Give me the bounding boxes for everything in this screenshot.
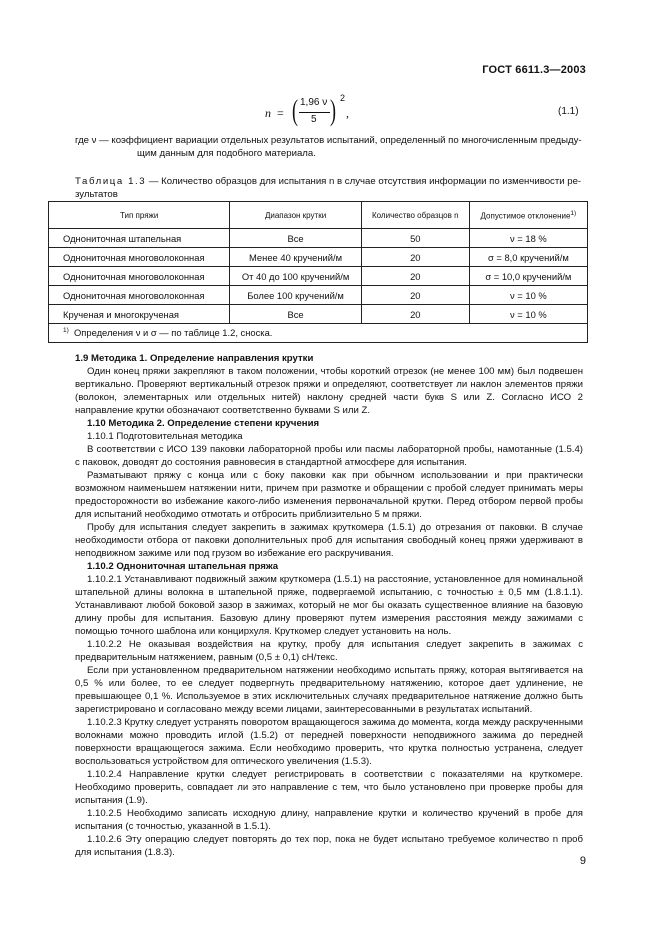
table-note-sup: 1) — [63, 327, 69, 335]
formula-number: (1.1) — [558, 106, 579, 117]
paragraph: 1.10.2.1 Устанавливают подвижный зажим круткомера (1.5.1) на расстояние, установленное для номинальной штапельной длины волокна в штапельной пряже, подвергаемой испытанию, с точностью ± 0,5 мм (1.8.1.1). Устанавливают любой боковой зазор в зажимах, который не мог бы оказать существенное влияние на базовую длину пробы для испытания. Базовую длину проверяют путем измерения расстояния между зажимами с помощью точного шаблона или концирхуля. Круткомер следует установить на ноль. — [75, 574, 583, 637]
table-row — [49, 229, 588, 248]
header-twist-range: Диапазон крутки — [230, 202, 362, 229]
table-cell: Однониточная многоволоконная — [49, 286, 230, 305]
paragraph: В соответствии с ИСО 139 паковки лабораторной пробы или пасмы лабораторной пробы, намотанные (1.5.4) с паковок, доводят до состояния равновесия в стандартной атмосфере для испытания. — [75, 444, 583, 468]
section-heading-1-10: 1.10 Методика 2. Определение степени кручения — [87, 418, 320, 429]
header-tolerance-text: Допустимое отклонение — [480, 211, 571, 221]
table-cell: σ = 8,0 кручений/м — [469, 248, 587, 267]
paragraph: 1.10.2.2 Не оказывая воздействия на крутку, пробу для испытания следует закрепить в зажимах с предварительным натяжением, равным (0,5 ± 0,1) сН/текс. — [75, 639, 583, 663]
table-header-row — [49, 202, 588, 229]
formula-comma: , — [346, 106, 349, 120]
where-clause — [75, 134, 583, 160]
table-row — [49, 267, 588, 286]
formula-lhs: n — [265, 106, 271, 120]
samples-table — [48, 201, 588, 343]
paragraph: Один конец пряжи закрепляют в таком положении, чтобы короткий отрезок (не менее 100 мм) был подвешен вертикально. Проверяют вертикальный отрезок пряжи и определяют, соответствует ли наклон элементов пряжи (волокон, элементарных или отдельных нитей) наклону средней части букв S или Z. Согласно ИСО 2 направление крутки обозначают соответственно буквами S или Z. — [75, 366, 583, 416]
document-header: ГОСТ 6611.3—2003 — [482, 64, 586, 76]
header-yarn-type: Тип пряжи — [49, 202, 230, 229]
table-cell: 20 — [361, 305, 469, 324]
table-cell: Все — [230, 229, 362, 248]
paragraph: Разматывают пряжу с конца или с боку паковки как при обычном использовании и при практически возможном наименьшем натяжении нити, причем при размотке и обращении с пробой следует принимать меры предосторожности во избежание какого-либо изменения первоначальной крутки. Перед отбором первой пробы для испытаний необходимо отмотать и отбросить приблизительно 5 м пряжи. — [75, 470, 583, 520]
formula-1-1 — [0, 94, 661, 134]
table-cell: 50 — [361, 229, 469, 248]
table-cell: Однониточная многоволоконная — [49, 248, 230, 267]
formula-right-paren: ) — [330, 94, 336, 127]
table-cell: 20 — [361, 267, 469, 286]
paragraph: 1.10.2.5 Необходимо записать исходную длину, направление крутки и количество кручений в пробе для испытания (с точностью, указанной в 1.5.1). — [75, 808, 583, 832]
table-cell: Менее 40 кручений/м — [230, 248, 362, 267]
table-cell: 20 — [361, 286, 469, 305]
header-tolerance — [469, 202, 587, 229]
table-caption-text: — Количество образцов для испытания n в случае отсутствия информации по изменчивости ре- — [146, 176, 582, 187]
table-cell: От 40 до 100 кручений/м — [230, 267, 362, 286]
section-heading-1-9: 1.9 Методика 1. Определение направления крутки — [75, 353, 314, 364]
where-line-1: где ν — коэффициент вариации отдельных результатов испытаний, определенный по многочисленным предыду- — [75, 135, 582, 146]
page-number: 9 — [579, 855, 586, 867]
formula-power: 2 — [340, 93, 346, 103]
table-cell: Более 100 кручений/м — [230, 286, 362, 305]
header-sample-count: Количество образцов n — [361, 202, 469, 229]
table-cell: ν = 10 % — [469, 286, 587, 305]
table-cell: ν = 10 % — [469, 305, 587, 324]
table-cell: Однониточная многоволоконная — [49, 267, 230, 286]
formula-fraction-bar — [299, 112, 330, 113]
table-caption-text-2: зультатов — [75, 189, 118, 200]
table-note-text: Определения ν и σ — по таблице 1.2, сноска. — [74, 327, 273, 339]
table-row — [49, 248, 588, 267]
paragraph: 1.10.2.3 Крутку следует устранять поворотом вращающегося зажима до момента, когда между раскрученными волокнами можно проводить иглой (1.5.2) от передней поверхности неподвижного зажима до передней поверхности вращающегося зажима. Если необходимо проверить, что крутка полностью устранена, следует воспользоваться устройством для оптического увеличения (1.5.3). — [75, 717, 583, 767]
table-caption-label: Таблица 1.3 — [75, 176, 147, 187]
table-cell: Однониточная штапельная — [49, 229, 230, 248]
table-cell: 20 — [361, 248, 469, 267]
where-line-2: щим данным для подобного материала. — [137, 148, 316, 159]
paragraph: 1.10.1 Подготовительная методика — [87, 431, 243, 442]
body-text — [75, 352, 583, 859]
paragraph: Если при установленном предварительном натяжении необходимо испытать пряжу, которая вытягивается на 0,5 % или более, то ее следует подвергнуть предварительному натяжению, которое дает удлинение, не превышающее 0,1 %. Используемое в этих исключительных случаях предварительное натяжение должно быть зарегистрировано и согласовано между всеми лицами, заинтересованными в результатах испытаний. — [75, 665, 583, 715]
table-row — [49, 286, 588, 305]
formula-denominator: 5 — [311, 114, 317, 125]
table-row — [49, 305, 588, 324]
table-caption — [75, 175, 583, 201]
header-tolerance-sup: 1) — [570, 209, 577, 217]
paragraph: Пробу для испытания следует закрепить в зажимах круткомера (1.5.1) до отрезания от паковки. В случае необходимости отбора от паковки дополнительных проб для испытания свободный конец пряжи удерживают в неподвижном зажиме или под грузом во избежание его раскручивания. — [75, 522, 583, 559]
formula-equals: = — [277, 106, 284, 120]
table-note — [49, 324, 588, 343]
section-heading-1-10-2: 1.10.2 Однониточная штапельная пряжа — [87, 561, 279, 572]
formula-left-paren: ( — [292, 94, 298, 127]
paragraph: 1.10.2.4 Направление крутки следует регистрировать в соответствии с показателями на круткомере. Необходимо проверить, совпадает ли это направление с тем, что было установлено при проверке пробы для испытания (1.9). — [75, 769, 583, 806]
table-cell: Все — [230, 305, 362, 324]
table-note-row — [49, 324, 588, 343]
table-cell: σ = 10,0 кручений/м — [469, 267, 587, 286]
table-cell: Крученая и многокрученая — [49, 305, 230, 324]
formula-numerator: 1,96 ν — [300, 97, 328, 108]
paragraph: 1.10.2.6 Эту операцию следует повторять до тех пор, пока не будет испытано требуемое количество n проб для испытания (1.8.3). — [75, 834, 583, 858]
table-cell: ν = 18 % — [469, 229, 587, 248]
